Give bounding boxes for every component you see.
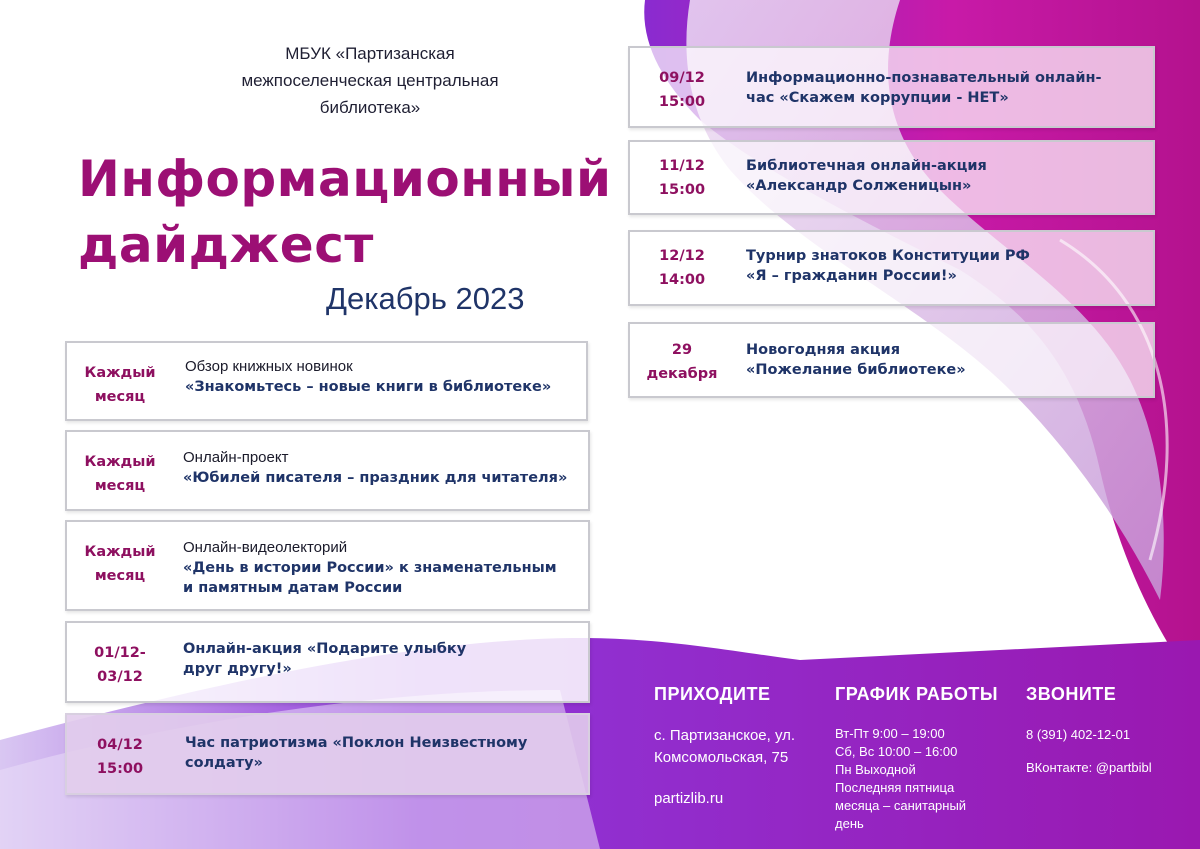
page-title: Информационный дайджест	[78, 150, 612, 274]
event-description: Новогодняя акция «Пожелание библиотеке»	[746, 342, 966, 378]
organization-name: МБУК «Партизанская межпоселенческая центральная библиотека»	[241, 44, 499, 117]
event-card-video-lecture	[65, 520, 590, 611]
event-date: 01/12- 03/12	[94, 645, 146, 685]
event-description: Библиотечная онлайн-акция «Александр Солженицын»	[746, 158, 987, 194]
event-date: Каждый месяц	[84, 365, 156, 405]
info-call: ЗВОНИТЕ 8 (391) 402-12-01 ВКонтакте: @partbibl	[1026, 684, 1191, 777]
event-card-unknown-soldier	[65, 713, 590, 795]
event-date: 11/12 15:00	[658, 158, 706, 198]
event-date: Каждый месяц	[84, 544, 156, 584]
event-description: Турнир знатоков Конституции РФ «Я – гражданин России!»	[746, 248, 1030, 284]
info-come: ПРИХОДИТЕ с. Партизанское, ул. Комсомольская, 75 partizlib.ru	[654, 684, 824, 808]
event-description: Онлайн-проект «Юбилей писателя – праздник для читателя»	[183, 449, 568, 486]
event-card-smile-action	[65, 621, 590, 703]
phone-number[interactable]: 8 (391) 402-12-01	[1026, 727, 1131, 742]
event-card-corruption	[628, 46, 1155, 128]
event-card-writer-jubilee	[65, 430, 590, 511]
event-date: Каждый месяц	[84, 454, 156, 494]
event-date: 12/12 14:00	[658, 248, 706, 288]
event-card-new-year	[628, 322, 1155, 398]
info-schedule: ГРАФИК РАБОТЫ Вт-Пт 9:00 – 19:00 Сб, Вс 10:00 – 16:00 Пн Выходной Последняя пятница месяца – санитарный день	[835, 684, 998, 831]
event-description: Онлайн-акция «Подарите улыбку друг другу!»	[183, 641, 467, 677]
page-subtitle: Декабрь 2023	[326, 281, 525, 316]
event-date: 04/12 15:00	[96, 737, 144, 777]
event-card-constitution	[628, 230, 1155, 306]
event-description: Обзор книжных новинок «Знакомьтесь – новые книги в библиотеке»	[185, 358, 552, 395]
event-card-book-review	[65, 341, 588, 421]
event-description: Онлайн-видеолекторий «День в истории России» к знаменательным и памятным датам России	[183, 539, 557, 596]
event-card-solzhenitsyn	[628, 140, 1155, 215]
event-description: Час патриотизма «Поклон Неизвестному солдату»	[185, 735, 528, 771]
vk-link[interactable]: ВКонтакте: @partbibl	[1026, 760, 1152, 775]
event-date: 09/12 15:00	[658, 70, 706, 110]
website-link[interactable]: partizlib.ru	[654, 790, 724, 807]
event-description: Информационно-познавательный онлайн- час «Скажем коррупции - НЕТ»	[746, 70, 1102, 106]
event-date: 29 декабря	[646, 342, 718, 382]
